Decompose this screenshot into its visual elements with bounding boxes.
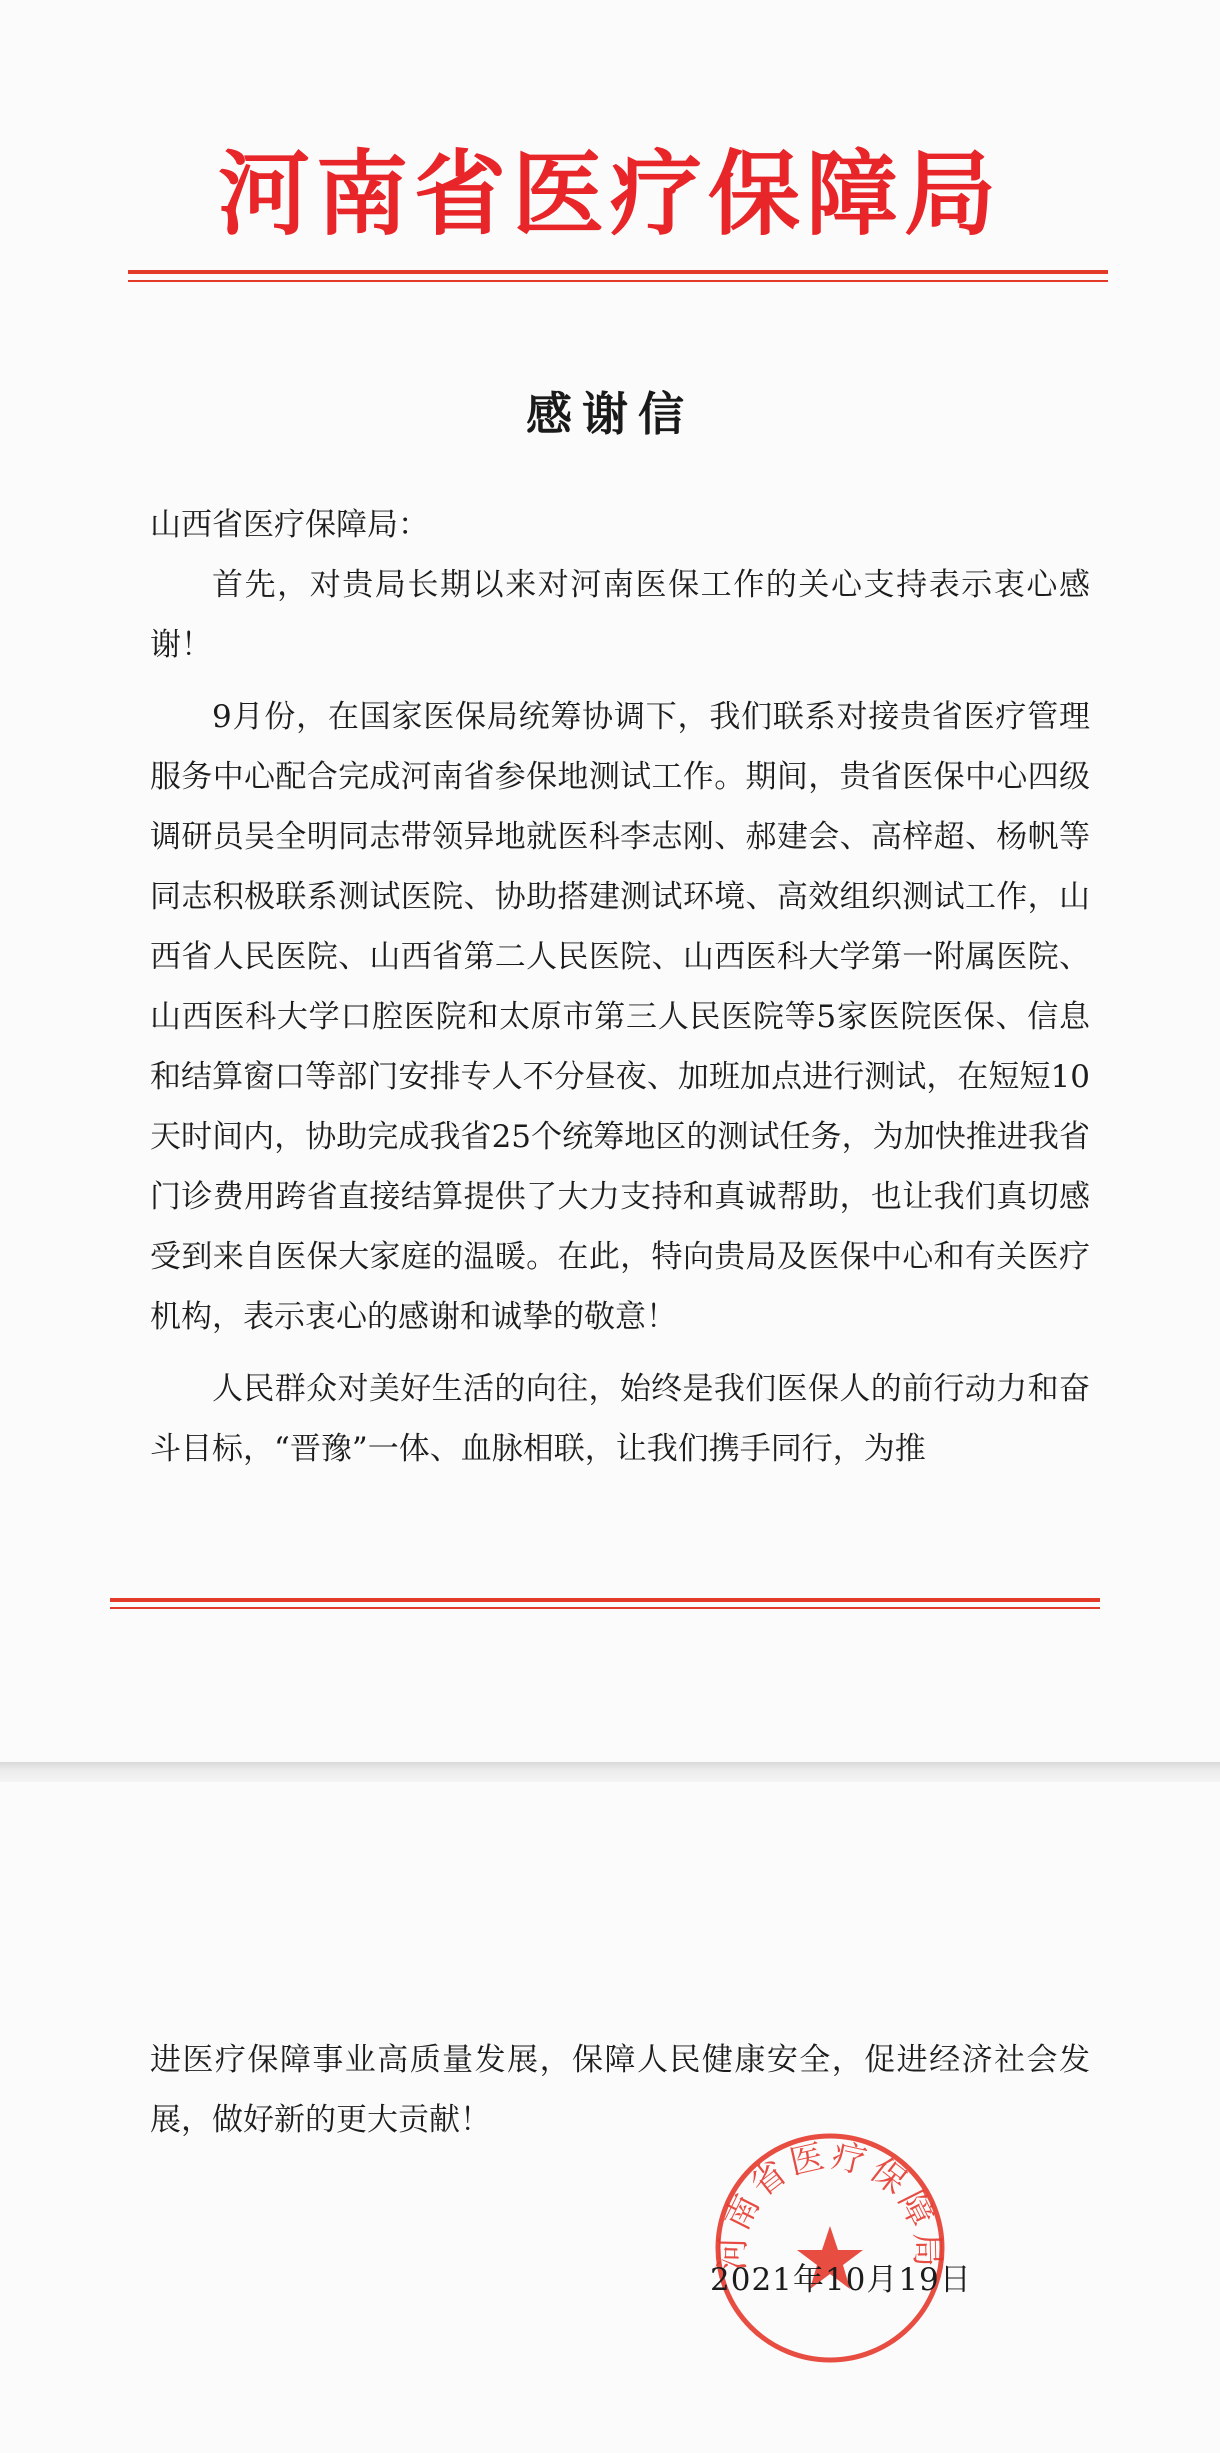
- salutation: 山西省医疗保障局：: [150, 507, 429, 543]
- letter-title: 感谢信: [526, 387, 694, 441]
- paragraph: 首先，对贵局长期以来对河南医保工作的关心支持表示衷心感谢！: [150, 567, 1090, 663]
- letterhead-rule-thick: [128, 270, 1108, 274]
- paragraph: 人民群众对美好生活的向往，始终是我们医保人的前行动力和奋斗目标，“晋豫”一体、血脉相联，让我们携手同行，为推: [150, 1371, 1090, 1467]
- closing-paragraph: 进医疗保障事业高质量发展，保障人民健康安全，促进经济社会发展，做好新的更大贡献！: [150, 2042, 1090, 2138]
- paragraph: 9月份，在国家医保局统筹协调下，我们联系对接贵省医疗管理服务中心配合完成河南省参保地测试工作。期间，贵省医保中心四级调研员吴全明同志带领异地就医科李志刚、郝建会、高梓超、杨帆等同志积极联系测试医院、协助搭建测试环境、高效组织测试工作，山西省人民医院、山西省第二人民医院、山西医科大学第一附属医院、山西医科大学口腔医院和太原市第三人民医院等5家医院医保、信息和结算窗口等部门安排专人不分昼夜、加班加点进行测试，在短短10天时间内，协助完成我省25个统筹地区的测试任务，为加快推进我省门诊费用跨省直接结算提供了大力支持和真诚帮助，也让我们真切感受到来自医保大家庭的温暖。在此，特向贵局及医保中心和有关医疗机构，表示衷心的感谢和诚挚的敬意！: [150, 699, 1090, 1335]
- footer-rule-thin: [110, 1607, 1100, 1609]
- letterhead-rule-thin: [128, 280, 1108, 282]
- letterhead-title: 河南省医疗保障局: [217, 140, 1002, 248]
- official-seal: [712, 2130, 948, 2366]
- seal-text: 河南省医疗保障局: [712, 2135, 948, 2272]
- page-separator: [0, 1762, 1220, 1782]
- letter-date: 2021年10月19日: [710, 2262, 972, 2298]
- footer-rule-thick: [110, 1598, 1100, 1602]
- letter-body: [150, 555, 1090, 1491]
